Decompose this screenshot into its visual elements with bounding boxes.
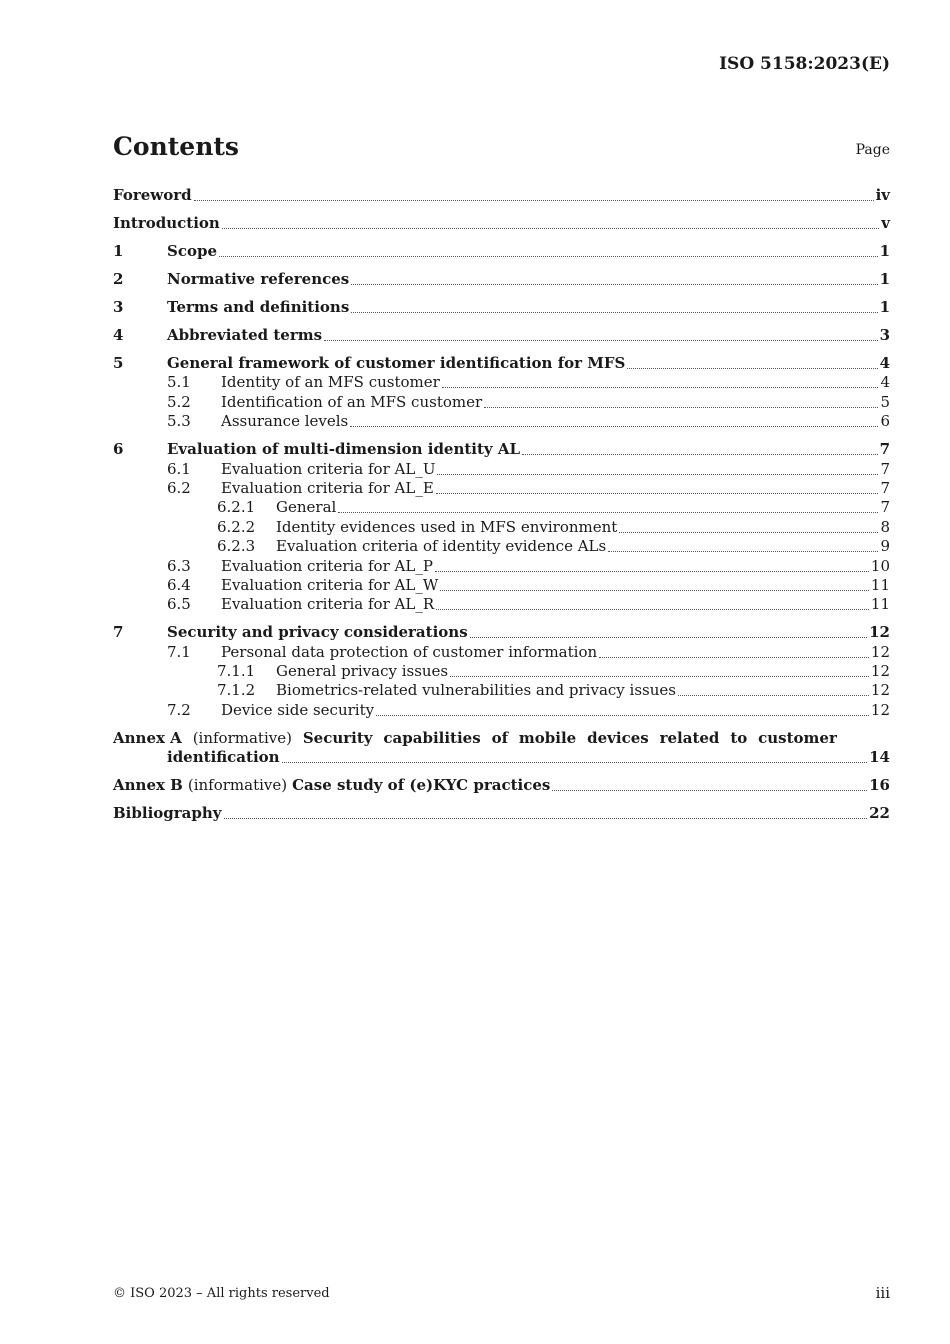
toc-page: 1: [879, 270, 890, 288]
toc-entry-6-2-1[interactable]: [113, 498, 890, 517]
toc-title: Identity evidences used in MFS environment: [276, 517, 618, 536]
toc-number: 7.1.1: [217, 662, 256, 681]
annex-type: (informative): [187, 775, 288, 794]
toc-page: 7: [880, 498, 890, 517]
toc-page: iv: [875, 186, 890, 204]
dot-leader: [678, 695, 869, 696]
contents-heading: Contents: [113, 132, 240, 161]
toc-entry-6-5[interactable]: [113, 595, 890, 614]
toc-page: 7: [880, 478, 890, 497]
toc-page: 5: [880, 392, 890, 411]
dot-leader: [436, 493, 879, 494]
toc-title: Bibliography: [113, 803, 222, 822]
dot-leader: [484, 407, 878, 408]
toc-page: 11: [870, 595, 890, 614]
toc-entry-7-1-1[interactable]: [113, 662, 890, 681]
toc-number: 6.2.1: [217, 498, 256, 517]
annex-title-word: Security: [302, 728, 373, 747]
toc-entry-2[interactable]: [113, 261, 890, 289]
page-number: iii: [875, 1284, 890, 1302]
toc-page: 1: [879, 242, 890, 260]
dot-leader: [435, 571, 869, 572]
toc-title: Case study of (e)KYC practices: [292, 775, 551, 794]
toc-number: 6.5: [167, 595, 191, 614]
toc-entry-6-4[interactable]: [113, 576, 890, 595]
document-id: ISO 5158:2023(E): [719, 54, 890, 74]
annex-title-word: devices: [587, 728, 649, 747]
annex-title-word: customer: [758, 728, 837, 747]
dot-leader: [437, 474, 878, 475]
toc-title: Evaluation criteria for AL_P: [221, 556, 433, 575]
toc-title: Abbreviated terms: [167, 326, 323, 344]
copyright-notice: © ISO 2023 – All rights reserved: [113, 1286, 330, 1301]
dot-leader: [442, 387, 879, 388]
toc-title: Assurance levels: [221, 412, 349, 431]
toc-page: 9: [880, 537, 890, 556]
toc-number: 7.1: [167, 642, 191, 661]
toc-page: 12: [870, 700, 890, 719]
toc-entry-7-1[interactable]: [113, 642, 890, 661]
toc-title: Evaluation criteria of identity evidence ALs: [276, 537, 607, 556]
dot-leader: [224, 818, 868, 819]
annex-title-word: related: [659, 728, 720, 747]
toc-entry-7-2[interactable]: [113, 700, 890, 719]
toc-number: 6.2.3: [217, 537, 256, 556]
annex-title-word: capabilities: [383, 728, 481, 747]
dot-leader: [282, 762, 868, 763]
toc-entry-annex-b[interactable]: [113, 767, 890, 795]
toc-entry-6[interactable]: [113, 431, 890, 459]
toc-title: Personal data protection of customer information: [221, 642, 598, 661]
annex-title-word: to: [730, 728, 748, 747]
toc-page: 12: [870, 642, 890, 661]
toc-entry-3[interactable]: [113, 289, 890, 317]
toc-title: Evaluation criteria for AL_R: [221, 595, 435, 614]
toc-page: 16: [869, 775, 890, 794]
toc-title: Normative references: [167, 270, 350, 288]
annex-title-word: mobile: [518, 728, 577, 747]
toc-page: 1: [879, 298, 890, 316]
toc-title: Evaluation criteria for AL_U: [221, 459, 436, 478]
dot-leader: [470, 637, 867, 638]
toc-number: 5.3: [167, 412, 191, 431]
dot-leader: [450, 676, 869, 677]
toc-number: 6.1: [167, 459, 191, 478]
annex-a-first-line: [113, 729, 837, 748]
toc-title: General: [276, 498, 337, 517]
toc-entry-1[interactable]: [113, 233, 890, 261]
toc-page: 6: [880, 412, 890, 431]
toc-number: 5.1: [167, 373, 191, 392]
toc-entry-7[interactable]: [113, 614, 890, 642]
dot-leader: [522, 454, 878, 455]
toc-number: 5.2: [167, 392, 191, 411]
toc-entry-5-1[interactable]: [113, 373, 890, 392]
toc-title: Device side security: [221, 700, 375, 719]
dot-leader: [619, 532, 878, 533]
toc-page: 14: [869, 747, 890, 766]
toc-page: 12: [869, 623, 890, 642]
toc-page: 10: [870, 556, 890, 575]
toc-entry-foreword[interactable]: [113, 186, 890, 205]
toc-number: 2: [113, 270, 124, 288]
toc-number: 6: [113, 440, 124, 459]
toc-entry-6-1[interactable]: [113, 459, 890, 478]
toc-title: Identification of an MFS customer: [221, 392, 483, 411]
annex-a-second-line: [113, 748, 890, 767]
toc-number: 7.1.2: [217, 681, 256, 700]
dot-leader: [351, 312, 877, 313]
toc-number: 6.2: [167, 478, 191, 497]
dot-leader: [376, 715, 869, 716]
toc-title: Identity of an MFS customer: [221, 373, 440, 392]
toc-title: Scope: [167, 242, 218, 260]
dot-leader: [350, 426, 878, 427]
toc-title: Introduction: [113, 214, 220, 232]
toc-title: Terms and definitions: [167, 298, 350, 316]
toc-entry-6-3[interactable]: [113, 556, 890, 575]
toc-number: 7.2: [167, 700, 191, 719]
dot-leader: [222, 228, 879, 229]
toc-number: 6.2.2: [217, 517, 256, 536]
dot-leader: [627, 368, 877, 369]
toc-entry-bibliography[interactable]: [113, 795, 890, 823]
toc-page: 8: [880, 517, 890, 536]
page-column-label: Page: [855, 142, 890, 158]
toc-entry-5-3[interactable]: [113, 412, 890, 431]
toc-entry-6-2-3[interactable]: [113, 537, 890, 556]
toc-page: 3: [879, 326, 890, 344]
dot-leader: [608, 551, 878, 552]
toc-number: 4: [113, 326, 124, 344]
dot-leader: [324, 340, 877, 341]
annex-title-word: of: [491, 728, 509, 747]
dot-leader: [194, 200, 874, 201]
toc-entry-4[interactable]: [113, 317, 890, 345]
annex-type: (informative): [192, 728, 292, 747]
toc-title: General framework of customer identification for MFS: [167, 354, 626, 372]
toc-number: 5: [113, 354, 124, 372]
dot-leader: [599, 657, 869, 658]
toc-entry-6-2-2[interactable]: [113, 517, 890, 536]
dot-leader: [351, 284, 877, 285]
dot-leader: [436, 609, 869, 610]
dot-leader: [440, 590, 869, 591]
toc-page: 7: [880, 459, 890, 478]
toc-number: 1: [113, 242, 124, 260]
toc-page: 12: [870, 681, 890, 700]
dot-leader: [552, 790, 867, 791]
toc-title: identification: [167, 747, 280, 766]
toc-page: 7: [879, 440, 890, 459]
toc-title: Evaluation criteria for AL_W: [221, 575, 439, 594]
annex-label: Annex B: [113, 775, 183, 794]
toc-number: 6.3: [167, 556, 191, 575]
toc-title: General privacy issues: [276, 662, 449, 681]
toc-entry-5-2[interactable]: [113, 392, 890, 411]
toc-page: 11: [870, 575, 890, 594]
toc-page: 4: [879, 354, 890, 372]
toc-title: Security and privacy considerations: [167, 623, 468, 642]
toc-entry-5[interactable]: [113, 345, 890, 373]
table-of-contents: [113, 186, 890, 823]
toc-entry-7-1-2[interactable]: [113, 681, 890, 700]
toc-number: 7: [113, 623, 124, 642]
toc-title: Evaluation of multi-dimension identity AL: [167, 440, 521, 459]
toc-number: 6.4: [167, 575, 191, 594]
toc-title: Foreword: [113, 186, 192, 204]
dot-leader: [338, 512, 878, 513]
toc-page: 12: [870, 662, 890, 681]
dot-leader: [219, 256, 878, 257]
toc-entry-introduction[interactable]: [113, 205, 890, 233]
toc-page: 4: [880, 373, 890, 392]
toc-title: Evaluation criteria for AL_E: [221, 478, 434, 497]
toc-page: 22: [869, 803, 890, 822]
toc-title: Biometrics-related vulnerabilities and privacy issues: [276, 681, 676, 700]
annex-label: Annex A: [113, 728, 182, 747]
toc-entry-6-2[interactable]: [113, 479, 890, 498]
toc-number: 3: [113, 298, 124, 316]
toc-entry-annex-a[interactable]: [113, 729, 890, 767]
toc-page: v: [881, 214, 890, 232]
